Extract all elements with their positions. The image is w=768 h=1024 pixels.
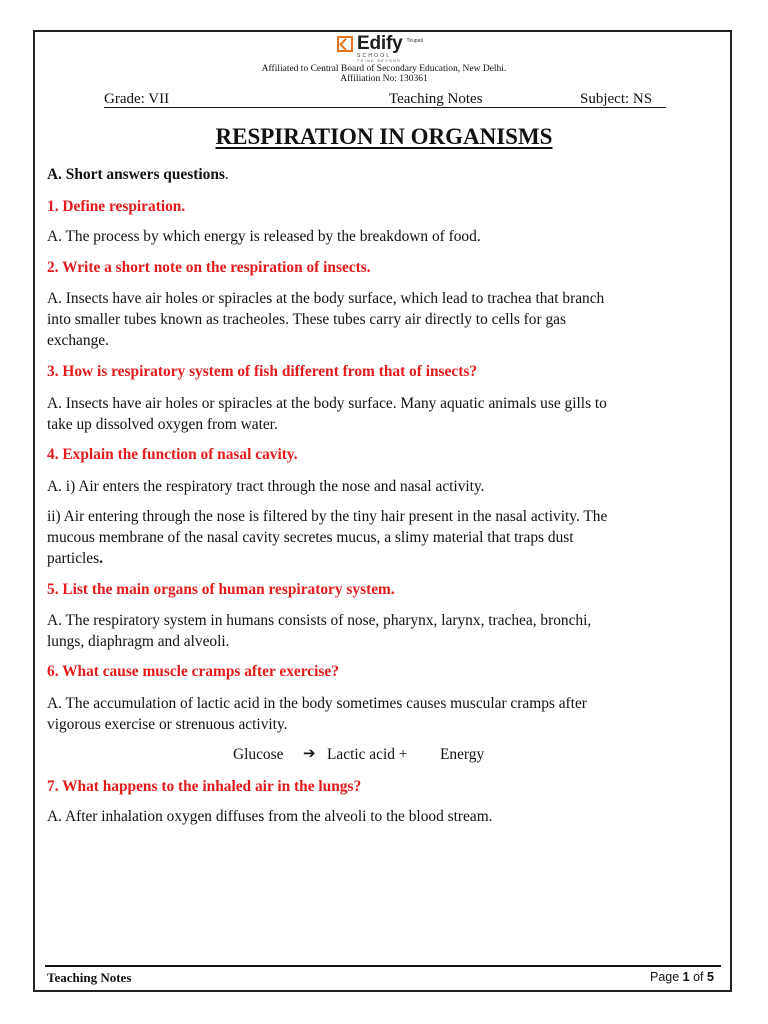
answer-4-part-ii-line-1: ii) Air entering through the nose is filtered by the tiny hair present in the nasal activity. The <box>47 508 608 525</box>
answer-3-line-2: take up dissolved oxygen from water. <box>47 416 278 433</box>
question-6: 6. What cause muscle cramps after exercise? <box>47 663 339 680</box>
logo-location: Tirupati <box>406 38 423 44</box>
edify-logo-icon <box>337 36 353 52</box>
question-1: 1. Define respiration. <box>47 198 186 215</box>
answer-6-line-2: vigorous exercise or strenuous activity. <box>47 716 288 733</box>
answer-4-part-ii-line-3-text: particles <box>47 550 100 567</box>
question-5: 5. List the main organs of human respiratory system. <box>47 581 395 598</box>
school-logo <box>337 34 423 64</box>
answer-6-line-1: A. The accumulation of lactic acid in the body sometimes causes muscular cramps after <box>47 695 587 712</box>
answer-4-part-ii-line-2: mucous membrane of the nasal cavity secretes mucus, a slimy material that traps dust <box>47 529 574 546</box>
affiliation-line-1: Affiliated to Central Board of Secondary Education, New Delhi. <box>261 64 507 74</box>
logo-text <box>357 34 402 64</box>
page-title: RESPIRATION IN ORGANISMS <box>215 124 553 149</box>
footer-label: Teaching Notes <box>47 970 132 985</box>
answer-2-line-3: exchange. <box>47 332 109 349</box>
arrow-right-icon: ➔ <box>303 744 316 762</box>
logo-wordmark: Edify <box>357 33 403 54</box>
answer-4-part-i: A. i) Air enters the respiratory tract through the nose and nasal activity. <box>47 478 485 495</box>
answer-4-end-period: . <box>99 550 103 567</box>
logo-tagline: THINK BEYOND <box>357 59 402 63</box>
page-of: of <box>689 970 707 984</box>
page-current: 1 <box>682 970 690 984</box>
teaching-notes-label: Teaching Notes <box>389 91 483 107</box>
answer-1: A. The process by which energy is released by the breakdown of food. <box>47 228 481 245</box>
footer-divider <box>45 965 721 967</box>
equation-product-2: Energy <box>440 746 485 763</box>
affiliation-line-2: Affiliation No: 130361 <box>340 74 428 84</box>
answer-5-line-1: A. The respiratory system in humans consists of nose, pharynx, larynx, trachea, bronchi, <box>47 612 592 629</box>
question-7: 7. What happens to the inhaled air in the lungs? <box>47 778 362 795</box>
answer-4-part-ii-line-3 <box>47 548 103 569</box>
section-heading-period: . <box>224 166 229 183</box>
answer-2-line-2: into smaller tubes known as tracheoles. These tubes carry air directly to cells for gas <box>47 311 566 328</box>
equation-product-1: Lactic acid + <box>327 746 408 763</box>
question-3: 3. How is respiratory system of fish different from that of insects? <box>47 363 478 380</box>
subject-label: Subject: NS <box>580 91 653 107</box>
equation-reactant: Glucose <box>233 746 284 763</box>
answer-2-line-1: A. Insects have air holes or spiracles at the body surface, which lead to trachea that branch <box>47 290 605 307</box>
question-2: 2. Write a short note on the respiration of insects. <box>47 259 371 276</box>
question-4: 4. Explain the function of nasal cavity. <box>47 446 298 463</box>
grade-label: Grade: VII <box>104 91 170 107</box>
header-underline <box>104 107 666 108</box>
answer-3-line-1: A. Insects have air holes or spiracles at the body surface. Many aquatic animals use gills to <box>47 395 607 412</box>
answer-5-line-2: lungs, diaphragm and alveoli. <box>47 633 230 650</box>
page-total: 5 <box>707 970 714 984</box>
section-heading <box>47 164 229 185</box>
page-number <box>650 970 714 984</box>
page-prefix: Page <box>650 970 683 984</box>
answer-7: A. After inhalation oxygen diffuses from the alveoli to the blood stream. <box>47 808 493 825</box>
logo-school-label: SCHOOL <box>357 53 392 59</box>
section-heading-text: A. Short answers questions <box>47 166 225 183</box>
